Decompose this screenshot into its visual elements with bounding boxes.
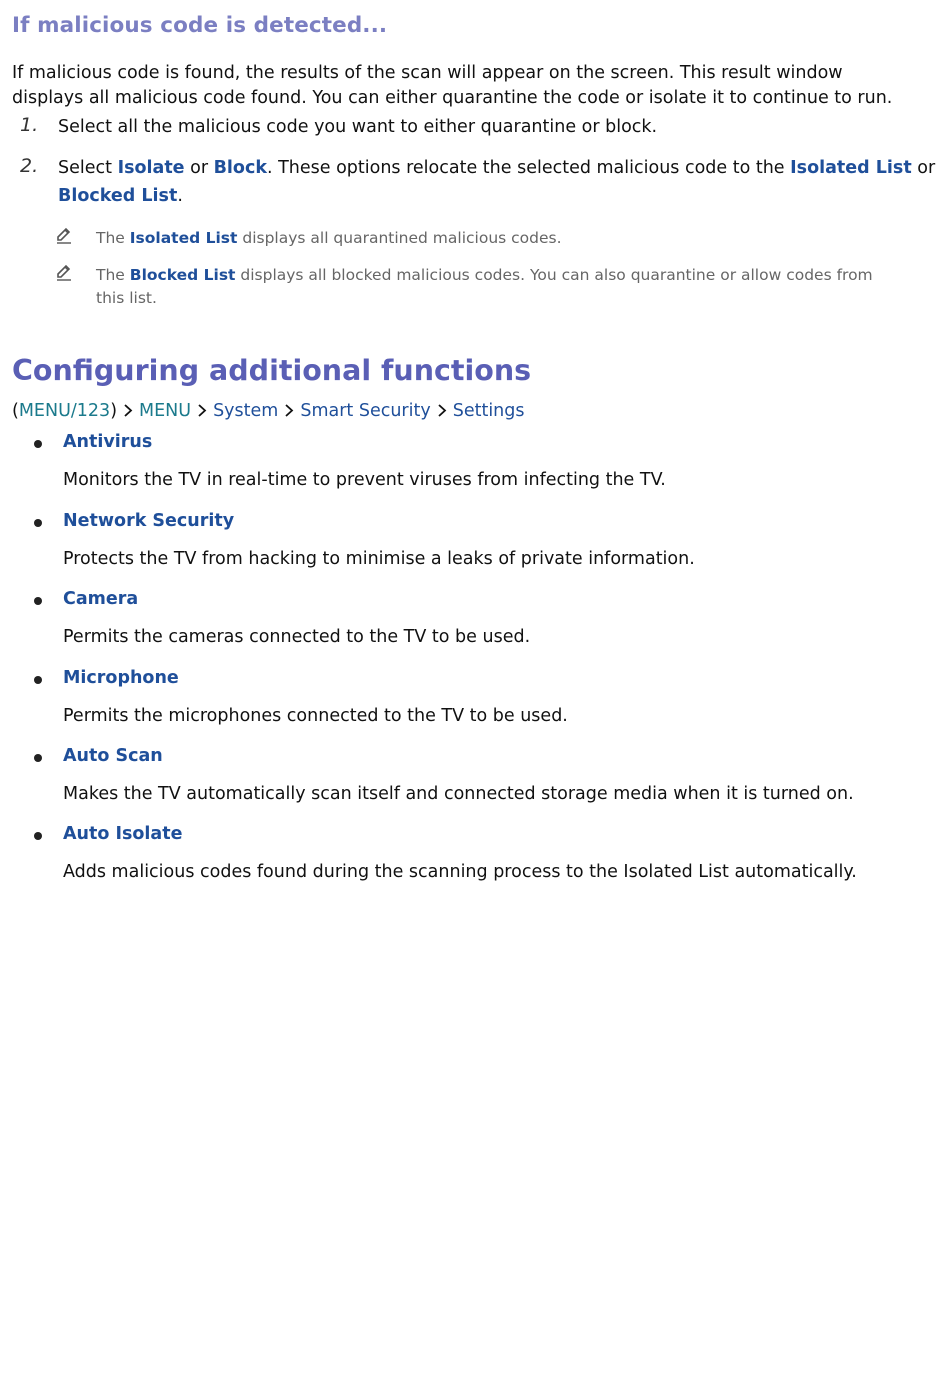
bullet-icon — [34, 832, 42, 840]
keyword-block: Block — [213, 158, 267, 178]
section-heading-malicious-detected: If malicious code is detected... — [12, 13, 388, 38]
note-isolated-list — [96, 227, 916, 250]
keyword-isolated-list: Isolated List — [790, 158, 912, 178]
keyword-isolate: Isolate — [117, 158, 185, 178]
note-2-prefix: The — [96, 266, 130, 284]
item-title-auto-scan: Auto Scan — [63, 746, 163, 766]
item-desc-antivirus: Monitors the TV in real-time to prevent viruses from infecting the TV. — [63, 470, 666, 490]
breadcrumb-item-menu: MENU — [139, 401, 192, 421]
keyword-blocked-list: Blocked List — [58, 186, 178, 206]
item-title-network-security: Network Security — [63, 511, 235, 531]
pencil-note-icon — [54, 262, 74, 282]
item-desc-auto-scan: Makes the TV automatically scan itself and connected storage media when it is turned on. — [63, 784, 854, 804]
pencil-note-icon — [54, 225, 74, 245]
step-number-2: 2. — [20, 155, 39, 177]
breadcrumb — [12, 398, 525, 424]
breadcrumb-item-system: System — [213, 401, 279, 421]
chevron-right-icon — [437, 404, 447, 417]
bullet-icon — [34, 440, 42, 448]
note-1-keyword: Isolated List — [129, 229, 238, 247]
step-2-text-a: Select — [58, 158, 118, 178]
intro-paragraph — [12, 61, 932, 111]
note-2-suffix-line-2: this list. — [96, 289, 157, 307]
note-1-suffix: displays all quarantined malicious codes. — [237, 229, 562, 247]
item-desc-network-security: Protects the TV from hacking to minimise a leaks of private information. — [63, 549, 695, 569]
note-blocked-list — [96, 264, 916, 310]
step-text-1: Select all the malicious code you want to either quarantine or block. — [58, 117, 658, 137]
step-2-text-e: . — [177, 186, 183, 206]
breadcrumb-item-settings: Settings — [452, 401, 525, 421]
item-title-antivirus: Antivirus — [63, 432, 153, 452]
item-title-microphone: Microphone — [63, 668, 179, 688]
item-desc-camera: Permits the cameras connected to the TV to be used. — [63, 627, 531, 647]
item-desc-microphone: Permits the microphones connected to the TV to be used. — [63, 706, 568, 726]
section-heading-configuring: Configuring additional functions — [12, 354, 532, 387]
item-title-auto-isolate: Auto Isolate — [63, 824, 183, 844]
chevron-right-icon — [123, 404, 133, 417]
breadcrumb-close-paren: ) — [110, 401, 118, 421]
step-2-text-d: or — [911, 158, 936, 178]
bullet-icon — [34, 519, 42, 527]
step-2-text-b: or — [184, 158, 214, 178]
step-number-1: 1. — [20, 114, 39, 136]
note-2-suffix: displays all blocked malicious codes. You can also quarantine or allow codes from — [235, 266, 873, 284]
bullet-icon — [34, 597, 42, 605]
breadcrumb-open-paren: ( — [12, 401, 19, 421]
note-2-keyword: Blocked List — [129, 266, 236, 284]
chevron-right-icon — [284, 404, 294, 417]
intro-line-2: displays all malicious code found. You can either quarantine the code or isolate it to continue to run. — [12, 88, 893, 108]
item-title-camera: Camera — [63, 589, 139, 609]
item-desc-auto-isolate: Adds malicious codes found during the scanning process to the Isolated List automatically. — [63, 862, 857, 882]
bullet-icon — [34, 676, 42, 684]
step-2-text-c: . These options relocate the selected malicious code to the — [266, 158, 791, 178]
intro-line-1: If malicious code is found, the results of the scan will appear on the screen. This result window — [12, 63, 843, 83]
note-1-prefix: The — [96, 229, 130, 247]
breadcrumb-menu-root: MENU/123 — [18, 401, 111, 421]
breadcrumb-item-smart-security: Smart Security — [300, 401, 431, 421]
bullet-icon — [34, 754, 42, 762]
chevron-right-icon — [197, 404, 207, 417]
step-text-2 — [58, 154, 938, 210]
